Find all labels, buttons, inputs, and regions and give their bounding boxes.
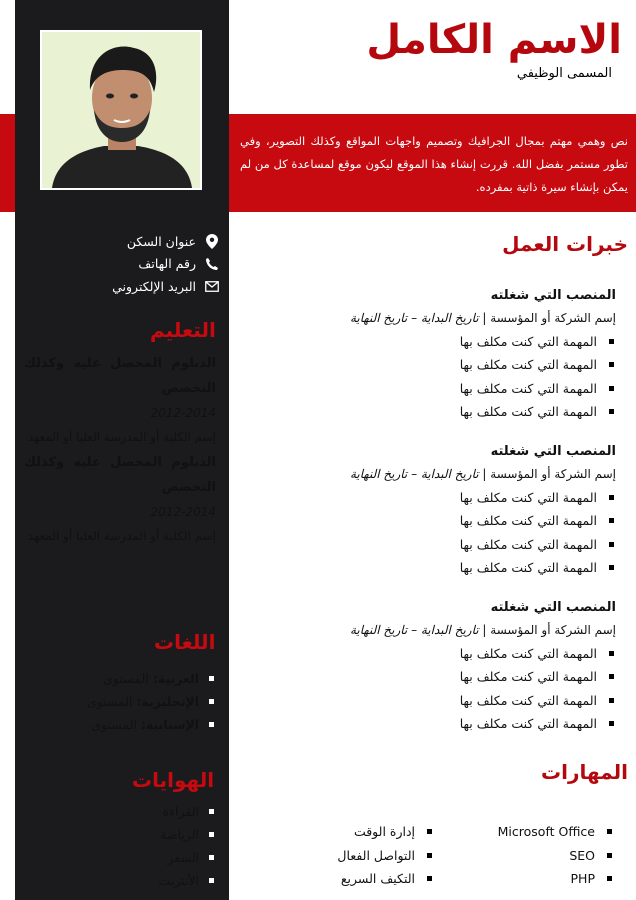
contact-address-text: عنوان السكن xyxy=(126,233,196,249)
phone-icon xyxy=(204,256,220,272)
skill-item: إدارة الوقت xyxy=(252,820,432,844)
education-heading: التعليم xyxy=(150,318,216,342)
skill-item: التكيف السريع xyxy=(252,867,432,891)
experience-heading: خبرات العمل xyxy=(502,232,628,256)
education-item xyxy=(24,351,216,450)
hobby-item: السفر xyxy=(24,846,214,869)
contact-phone-text: رقم الهاتف xyxy=(138,256,196,272)
contact-email-text: البريد الإلكتروني xyxy=(112,278,196,294)
job-meta: إسم الشركة أو المؤسسة | تاريخ البداية – تاريخ النهاية xyxy=(349,623,616,637)
job-task: المهمة التي كنت مكلف بها xyxy=(236,665,616,688)
contact-phone xyxy=(30,253,220,276)
skills-column-left xyxy=(252,820,432,891)
languages-heading: اللغات xyxy=(154,630,216,654)
job-entry xyxy=(236,284,616,423)
education-degree: الدبلوم المحصل عليه وكذلك التخصص xyxy=(24,455,216,495)
skill-item: التواصل الفعال xyxy=(252,844,432,868)
hobby-item: الرياضة xyxy=(24,823,214,846)
languages-list xyxy=(24,667,214,736)
contact-info xyxy=(30,230,220,298)
job-task: المهمة التي كنت مكلف بها xyxy=(236,377,616,400)
skills-column-right xyxy=(432,820,612,891)
job-task: المهمة التي كنت مكلف بها xyxy=(236,642,616,665)
education-degree: الدبلوم المحصل عليه وكذلك التخصص xyxy=(24,356,216,396)
job-task: المهمة التي كنت مكلف بها xyxy=(236,689,616,712)
job-meta: إسم الشركة أو المؤسسة | تاريخ البداية – تاريخ النهاية xyxy=(349,467,616,481)
job-dates: تاريخ البداية – تاريخ النهاية xyxy=(349,623,479,637)
education-years: 2012-2014 xyxy=(150,406,216,420)
job-tasks xyxy=(236,642,616,735)
job-position: المنصب التي شغلته xyxy=(490,288,616,303)
job-tasks xyxy=(236,330,616,423)
skill-item: PHP xyxy=(432,867,612,891)
hobbies-list xyxy=(24,800,214,892)
job-company: إسم الشركة أو المؤسسة xyxy=(490,467,616,481)
hobbies-heading: الهوايات xyxy=(132,768,215,792)
job-position: المنصب التي شغلته xyxy=(490,444,616,459)
skill-item: SEO xyxy=(432,844,612,868)
language-item: الإنجليزية: المستوى xyxy=(24,690,214,713)
skills-heading: المهارات xyxy=(541,760,628,784)
job-company: إسم الشركة أو المؤسسة xyxy=(490,311,616,325)
envelope-icon xyxy=(204,278,220,294)
contact-address xyxy=(30,230,220,253)
job-meta: إسم الشركة أو المؤسسة | تاريخ البداية – تاريخ النهاية xyxy=(349,311,616,325)
job-dates: تاريخ البداية – تاريخ النهاية xyxy=(349,311,479,325)
job-task: المهمة التي كنت مكلف بها xyxy=(236,556,616,579)
job-task: المهمة التي كنت مكلف بها xyxy=(236,486,616,509)
job-entry xyxy=(236,440,616,579)
contact-email xyxy=(30,275,220,298)
full-name: الاسم الكامل xyxy=(366,17,622,63)
skills-list xyxy=(252,820,612,891)
job-task: المهمة التي كنت مكلف بها xyxy=(236,509,616,532)
hobby-item: الأنترنت xyxy=(24,869,214,892)
language-item: العربية: المستوى xyxy=(24,667,214,690)
education-school: إسم الكلية أو المدرسة العليا أو المعهد xyxy=(27,430,216,444)
job-tasks xyxy=(236,486,616,579)
job-company: إسم الشركة أو المؤسسة xyxy=(490,623,616,637)
job-entry xyxy=(236,596,616,735)
education-school: إسم الكلية أو المدرسة العليا أو المعهد xyxy=(27,529,216,543)
job-position: المنصب التي شغلته xyxy=(490,600,616,615)
job-dates: تاريخ البداية – تاريخ النهاية xyxy=(349,467,479,481)
education-years: 2012-2014 xyxy=(150,505,216,519)
language-item: الإسبانية: المستوى xyxy=(24,713,214,736)
job-task: المهمة التي كنت مكلف بها xyxy=(236,712,616,735)
summary-text: نص وهمي مهتم بمجال الجرافيك وتصميم واجهات المواقع وكذلك التصوير، وفي تطور مستمر بفضل الله. قررت إنشاء هذا الموقع ليكون موقع لمساعدة كل من لم يمكن بإنشاء سيرة ذاتية بمفرده. xyxy=(240,134,628,194)
education-list xyxy=(24,351,216,549)
profile-photo xyxy=(40,30,202,190)
job-task: المهمة التي كنت مكلف بها xyxy=(236,400,616,423)
skill-item: Microsoft Office xyxy=(432,820,612,844)
location-pin-icon xyxy=(204,233,220,249)
education-item xyxy=(24,450,216,549)
job-task: المهمة التي كنت مكلف بها xyxy=(236,533,616,556)
hobby-item: القراءة xyxy=(24,800,214,823)
job-task: المهمة التي كنت مكلف بها xyxy=(236,353,616,376)
job-title: المسمى الوظيفي xyxy=(516,66,612,81)
job-task: المهمة التي كنت مكلف بها xyxy=(236,330,616,353)
